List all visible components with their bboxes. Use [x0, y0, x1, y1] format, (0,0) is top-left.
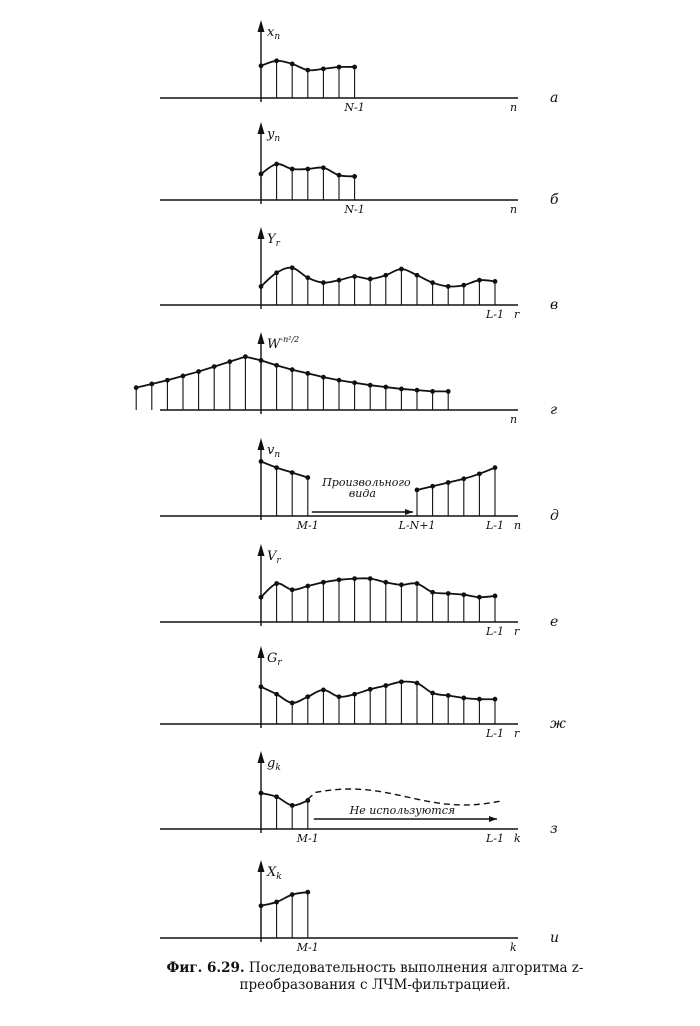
tick-label: N-1 — [344, 101, 365, 114]
envelope-curve — [261, 578, 495, 597]
axis-variable-label: k — [510, 941, 517, 954]
panel-zh — [160, 646, 566, 740]
panel-letter: г — [550, 402, 558, 418]
tick-label: M-1 — [296, 941, 319, 954]
panel-letter: в — [550, 297, 559, 313]
tick-label: L-1 — [485, 625, 505, 638]
envelope-curve — [261, 461, 308, 477]
panel-letter: з — [550, 821, 558, 837]
axis-variable-label: n — [510, 101, 518, 114]
axis-arrow-icon — [258, 332, 265, 344]
envelope-curve — [261, 793, 308, 805]
arbitrary-note-line1: Произвольного — [322, 476, 411, 489]
unused-note: Не используются — [349, 804, 456, 817]
panel-v — [160, 227, 558, 321]
tick-label: L-N+1 — [398, 519, 436, 532]
variable-label: $W^{-n^2/2}$ — [267, 335, 300, 352]
panel-i — [160, 860, 559, 954]
envelope-curve — [261, 892, 308, 906]
arrow-head-icon — [489, 816, 497, 822]
variable-label: $g_k$ — [267, 756, 281, 773]
tick-label: M-1 — [296, 519, 319, 532]
panel-letter: и — [550, 930, 560, 946]
panel-d — [160, 438, 559, 532]
figure-number: Фиг. 6.29. — [166, 960, 245, 976]
panel-a — [160, 20, 558, 114]
caption-text: Последовательность выполнения алгоритма z-преобразования с ЛЧМ-фильтрацией. — [239, 960, 584, 993]
variable-label: $X_k$ — [267, 865, 282, 882]
axis-variable-label: n — [514, 519, 522, 532]
axis-arrow-icon — [258, 751, 265, 763]
variable-label: $G_r$ — [267, 651, 282, 668]
axis-arrow-icon — [258, 438, 265, 450]
figure-caption — [110, 960, 640, 994]
envelope-curve — [261, 682, 495, 703]
arrow-head-icon — [405, 509, 413, 515]
unused-dashed-curve — [308, 789, 501, 805]
variable-label: $y_n$ — [267, 127, 281, 144]
panel-letter: е — [550, 614, 559, 630]
axis-variable-label: n — [510, 203, 518, 216]
axis-variable-label: r — [514, 727, 520, 740]
tick-label: N-1 — [344, 203, 365, 216]
axis-arrow-icon — [258, 860, 265, 872]
panel-letter: ж — [550, 716, 566, 732]
tick-label: L-1 — [485, 519, 505, 532]
axis-variable-label: n — [510, 413, 518, 426]
panel-e — [160, 544, 558, 638]
axis-variable-label: r — [514, 625, 520, 638]
tick-label: L-1 — [485, 727, 505, 740]
axis-variable-label: k — [514, 832, 521, 845]
variable-label: $v_n$ — [267, 443, 281, 460]
envelope-curve — [417, 468, 495, 490]
envelope-curve — [261, 268, 495, 287]
variable-label: $V_r$ — [267, 549, 281, 566]
panel-letter: б — [550, 192, 559, 208]
variable-label: $x_n$ — [267, 25, 281, 42]
axis-arrow-icon — [258, 227, 265, 239]
panel-letter: а — [550, 90, 559, 106]
axis-arrow-icon — [258, 646, 265, 658]
panel-b — [160, 122, 559, 216]
panel-z — [160, 751, 558, 845]
panel-letter: д — [550, 508, 559, 524]
arbitrary-note-line2: вида — [348, 487, 376, 500]
axis-arrow-icon — [258, 20, 265, 32]
tick-label: L-1 — [485, 308, 505, 321]
axis-variable-label: r — [514, 308, 520, 321]
tick-label: M-1 — [296, 832, 319, 845]
axis-arrow-icon — [258, 122, 265, 134]
panel-g — [134, 332, 557, 426]
axis-arrow-icon — [258, 544, 265, 556]
tick-label: L-1 — [485, 832, 505, 845]
variable-label: $Y_r$ — [267, 232, 280, 249]
